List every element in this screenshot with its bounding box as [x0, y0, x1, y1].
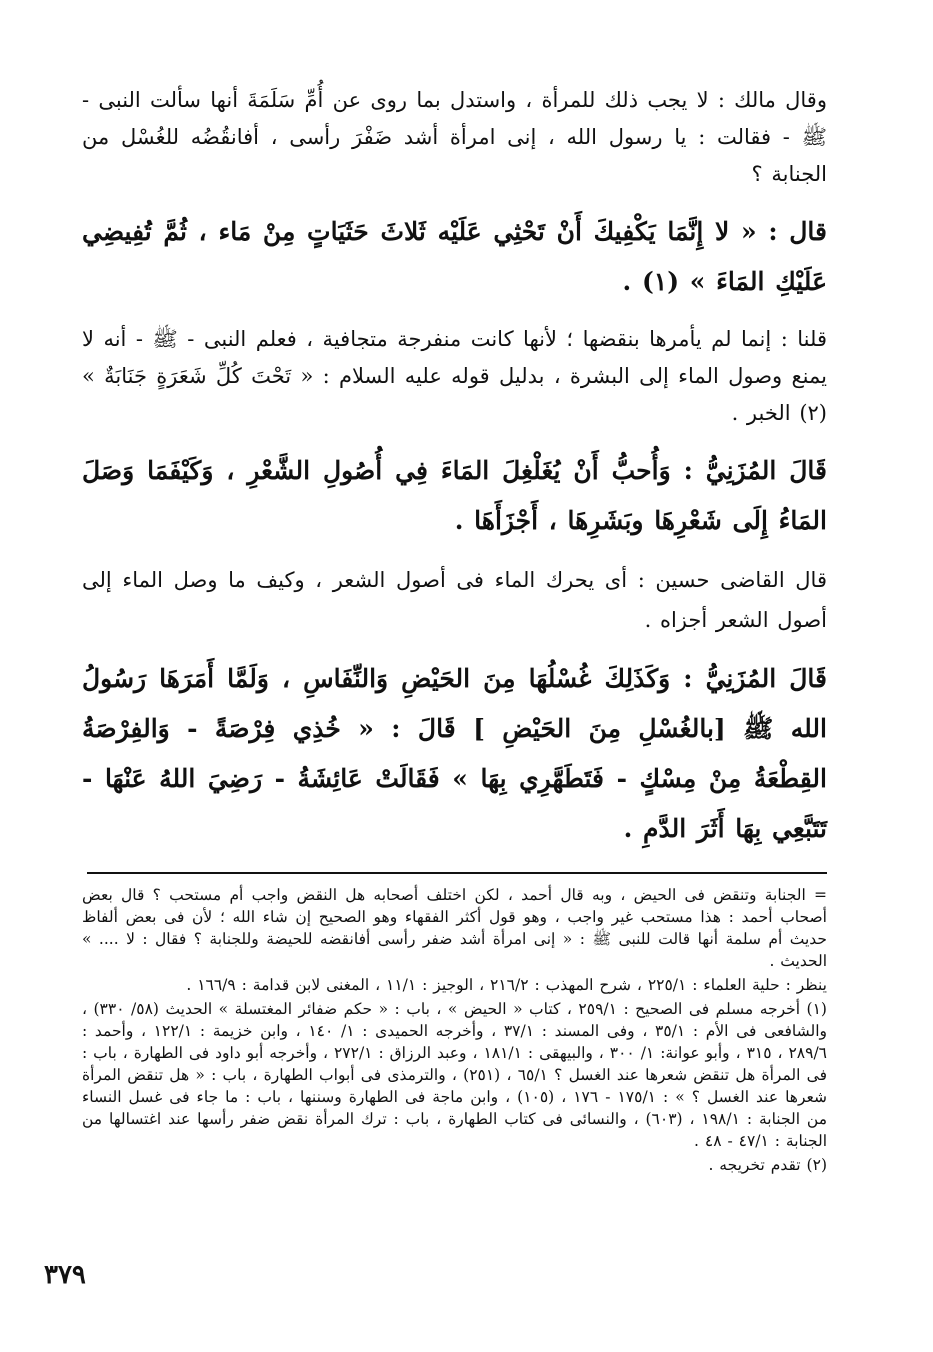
footnote-references: ينظر : حلية العلماء : ٢٢٥/١ ، شرح المهذب : ٢١٦/٢ ، الوجيز : ١١/١ ، المغنى لابن قدامة : ١٦٦/٩ . [186, 976, 827, 994]
hadith-quote: قال : « لا إِنَّمَا يَكْفِيكَ أَنْ تَحْثِي عَلَيْه ثَلاثَ حَثَيَاتٍ مِنْ مَاء ، ثُمَّ تُفِيضِي عَلَيْكِ المَاءَ » (١) . [82, 217, 827, 296]
page-body [82, 82, 827, 1282]
muzani-text-1: قَالَ المُزَنِيُّ : وَأُحبُّ أَنْ يُغَلْغِلَ المَاءَ فِي أُصُولِ الشَّعْرِ ، وَكَيْفَمَا وَصَلَ المَاءُ إِلَى شَعْرِهَا وبَشَرِهَا ، أَجْزَأَهَا . [82, 456, 827, 535]
footnotes [82, 884, 827, 1176]
page-number: ٣٧٩ [44, 1260, 86, 1290]
footnote-continuation: = الجنابة وتنقض فى الحيض ، وبه قال أحمد ، لكن اختلف أصحابه هل النقض واجب أم مستحب ؟ قال بعض أصحاب أحمد : هذا مستحب غير واجب ، وهو قول أكثر الفقهاء وهو الصحيح إن شاء الله ؛ لأن فى بعض ألفاظ حديث أم سلمة أنها قالت للنبى ﷺ : « إنى امرأة أشد ضفر رأسى أفانقضه للحيضة وللجنابة ؟ فقال : لا .... » الحديث . [82, 886, 827, 970]
footnote-divider [87, 872, 827, 874]
footnote-2: (٢) تقدم تخريجه . [708, 1156, 827, 1174]
paragraph-malik: وقال مالك : لا يجب ذلك للمرأة ، واستدل بما روى عن أُمِّ سَلَمَةَ أنها سألت النبى - ﷺ - فقالت : يا رسول الله ، إنى امرأة أشد ضَفْرَ رأسى ، أفانقُضُه للغُسْل من الجنابة ؟ [82, 88, 827, 186]
footnote-1: (١) أخرجه مسلم فى الصحيح : ٢٥٩/١ ، كتاب « الحيض » ، باب : « حكم ضفائر المغتسلة » الحديث (٥٨/ ٣٣٠) ، والشافعى فى الأم : ٣٥/١ ، وفى المسند : ٣٧/١ ، وأخرجه الحميدى : ١/ ١٤٠ ، وابن خزيمة : ١٢٢/١ ، وأحمد : ٢٨٩/٦ ، ٣١٥ ، وأبو عوانة: ١/ ٣٠٠ ، والبيهقى : ١٨١/١ ، وعبد الرزاق : ٢٧٢/١ ، وأخرجه أبو داود فى الطهارة ، باب : فى المرأة هل تنقض شعرها عند الغسل ؟ ٦٥/١ ، (٢٥١) ، والترمذى فى أبواب الطهارة ، باب : « هل تنقض المرأة شعرها عند الغسل ؟ » : ١٧٥/١ - ١٧٦ ، (١٠٥) ، وابن ماجة فى الطهارة وسننها ، باب : ما جاء فى غسل النساء من الجنابة : ١٩٨/١ ، (٦٠٣) ، والنسائى فى كتاب الطهارة ، باب : ترك المرأة نقض ضفر رأسها عند اغتسالها من الجنابة : ٤٧/١ - ٤٨ . [82, 1000, 828, 1150]
paragraph-explanation: قلنا : إنما لم يأمرها بنقضها ؛ لأنها كانت منفرجة متجافية ، فعلم النبى - ﷺ - أنه لا يمنع وصول الماء إلى البشرة ، بدليل قوله عليه السلام : « تَحْتَ كُلِّ شَعَرَةٍ جَنَابَةٌ » (٢) الخبر . [82, 327, 827, 425]
muzani-text-2: قَالَ المُزَنِيُّ : وَكَذَلِكَ غُسْلُهَا مِنَ الحَيْضِ وَالنِّفَاسِ ، وَلَمَّا أَمَرَهَا رَسُولُ الله ﷺ [بالغُسْلِ مِنَ الحَيْضِ ] قَالَ : « خُذِي فِرْصَةً - وَالفِرْصَةُ القِطْعَةُ مِنْ مِسْكٍ - فَتَطَهَّرِي بِهَا » فَقَالَتْ عَائِشَةُ - رَضِيَ اللهُ عَنْهَا - تَتَبَّعِي بِهَا أَثَرَ الدَّمِ . [82, 664, 827, 843]
qadi-hussein-comment: قال القاضى حسين : أى يحرك الماء فى أصول الشعر ، وكيف ما وصل الماء إلى أصول الشعر أجزاه . [82, 568, 827, 632]
